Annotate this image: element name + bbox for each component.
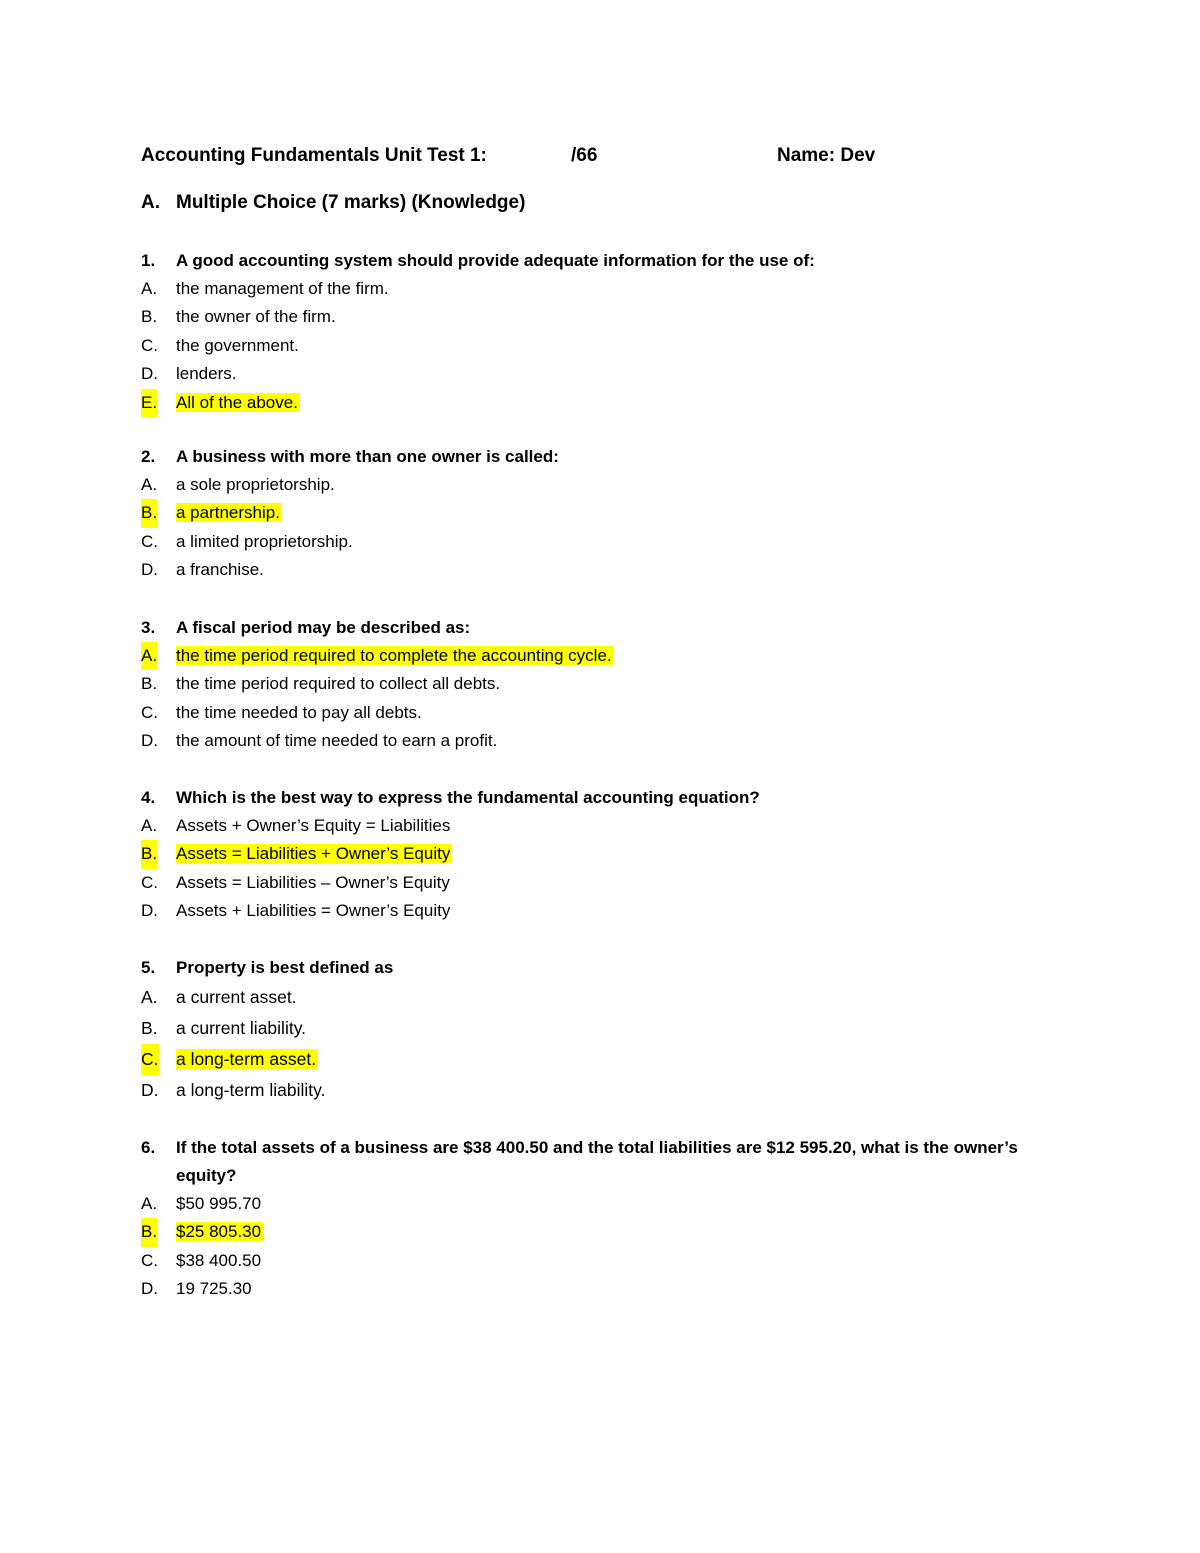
option-letter: B. <box>141 499 157 527</box>
option-letter: A. <box>141 642 157 670</box>
option-text: the time period required to complete the accounting cycle. <box>176 646 612 665</box>
answer-option <box>141 897 1071 925</box>
option-letter: D. <box>141 560 158 580</box>
question-stem <box>141 443 1071 471</box>
answer-option <box>141 332 1071 360</box>
question-text: Which is the best way to express the fundamental accounting equation? <box>176 788 760 807</box>
question-stem <box>141 1134 1071 1190</box>
answer-option-highlighted <box>141 642 1071 670</box>
option-letter: B. <box>141 840 157 868</box>
answer-option <box>141 471 1071 499</box>
option-text: Assets + Owner’s Equity = Liabilities <box>176 816 451 835</box>
answer-option <box>141 812 1071 840</box>
option-text: a limited proprietorship. <box>176 531 353 551</box>
option-letter: A. <box>141 987 158 1007</box>
question-6 <box>141 1134 1071 1304</box>
option-letter: C. <box>141 531 158 551</box>
option-letter: A. <box>141 816 158 835</box>
option-text: the amount of time needed to earn a profit. <box>176 731 498 751</box>
answer-option <box>141 699 1071 727</box>
section-title-text: Multiple Choice (7 marks) (Knowledge) <box>176 192 526 213</box>
option-text: lenders. <box>176 364 237 384</box>
option-letter: C. <box>141 335 158 355</box>
option-text: a long-term asset. <box>176 1049 317 1069</box>
option-text: $25 805.30 <box>176 1222 262 1242</box>
option-letter: B. <box>141 1018 158 1038</box>
option-text: a franchise. <box>176 560 264 580</box>
option-text: a partnership. <box>176 503 280 523</box>
question-text: If the total assets of a business are $38 400.50 and the total liabilities are $12 595.20, what is the owner’s equity? <box>176 1138 1018 1185</box>
question-number: 1. <box>141 251 156 270</box>
answer-option <box>141 360 1071 388</box>
option-text: Assets + Liabilities = Owner’s Equity <box>176 901 451 921</box>
option-letter: C. <box>141 702 158 722</box>
option-text: the management of the firm. <box>176 279 389 298</box>
question-2 <box>141 443 1071 585</box>
option-letter: D. <box>141 901 158 921</box>
option-letter: D. <box>141 364 158 384</box>
question-stem <box>141 954 1071 982</box>
option-text: $50 995.70 <box>176 1194 262 1213</box>
option-text: $38 400.50 <box>176 1250 262 1270</box>
option-letter: C. <box>141 1044 159 1075</box>
option-letter: A. <box>141 1194 158 1213</box>
answer-option-highlighted <box>141 1218 1071 1246</box>
option-letter: D. <box>141 1279 158 1299</box>
option-text: a long-term liability. <box>176 1080 326 1100</box>
answer-option <box>141 1247 1071 1275</box>
answer-option-highlighted <box>141 499 1071 527</box>
student-name: Name: Dev <box>777 145 876 166</box>
option-text: a current asset. <box>176 987 297 1007</box>
answer-option <box>141 275 1071 303</box>
answer-option <box>141 1190 1071 1218</box>
question-5 <box>141 954 1071 1106</box>
option-text: the government. <box>176 335 299 355</box>
question-3 <box>141 614 1071 756</box>
answer-option-highlighted <box>141 1044 1071 1075</box>
option-text: a sole proprietorship. <box>176 475 335 494</box>
section-heading <box>141 189 525 217</box>
option-text: the owner of the firm. <box>176 307 336 327</box>
option-text: the time needed to pay all debts. <box>176 702 422 722</box>
question-text: A good accounting system should provide adequate information for the use of: <box>176 251 815 270</box>
option-letter: B. <box>141 307 158 327</box>
answer-option <box>141 556 1071 584</box>
option-letter: B. <box>141 1218 157 1246</box>
question-number: 4. <box>141 788 156 807</box>
answer-option <box>141 727 1071 755</box>
option-text: All of the above. <box>176 392 298 412</box>
option-text: the time period required to collect all debts. <box>176 674 501 694</box>
question-stem <box>141 614 1071 642</box>
question-number: 5. <box>141 958 156 977</box>
answer-option <box>141 303 1071 331</box>
option-letter: A. <box>141 279 158 298</box>
question-stem <box>141 784 1071 812</box>
option-letter: E. <box>141 389 157 417</box>
score-field: /66 <box>571 145 598 166</box>
answer-option <box>141 869 1071 897</box>
question-number: 6. <box>141 1138 156 1157</box>
section-letter: A. <box>141 192 160 213</box>
question-stem <box>141 247 1071 275</box>
question-1 <box>141 247 1071 417</box>
question-4 <box>141 784 1071 926</box>
answer-option-highlighted <box>141 840 1071 868</box>
option-text: Assets = Liabilities – Owner’s Equity <box>176 872 450 892</box>
option-letter: D. <box>141 731 158 751</box>
option-text: 19 725.30 <box>176 1279 252 1299</box>
answer-option <box>141 982 1071 1013</box>
test-title: Accounting Fundamentals Unit Test 1: <box>141 145 487 166</box>
answer-option <box>141 670 1071 698</box>
option-letter: C. <box>141 1250 158 1270</box>
option-letter: D. <box>141 1080 159 1100</box>
question-text: A fiscal period may be described as: <box>176 618 471 637</box>
option-text: Assets = Liabilities + Owner’s Equity <box>176 844 451 864</box>
option-letter: B. <box>141 674 158 694</box>
question-text: Property is best defined as <box>176 958 394 977</box>
answer-option <box>141 1075 1071 1106</box>
option-letter: C. <box>141 872 158 892</box>
answer-option <box>141 528 1071 556</box>
answer-option-highlighted <box>141 389 1071 417</box>
option-letter: A. <box>141 475 158 494</box>
question-number: 2. <box>141 447 156 466</box>
question-text: A business with more than one owner is called: <box>176 447 559 466</box>
question-number: 3. <box>141 618 156 637</box>
option-text: a current liability. <box>176 1018 307 1038</box>
answer-option <box>141 1275 1071 1303</box>
answer-option <box>141 1013 1071 1044</box>
